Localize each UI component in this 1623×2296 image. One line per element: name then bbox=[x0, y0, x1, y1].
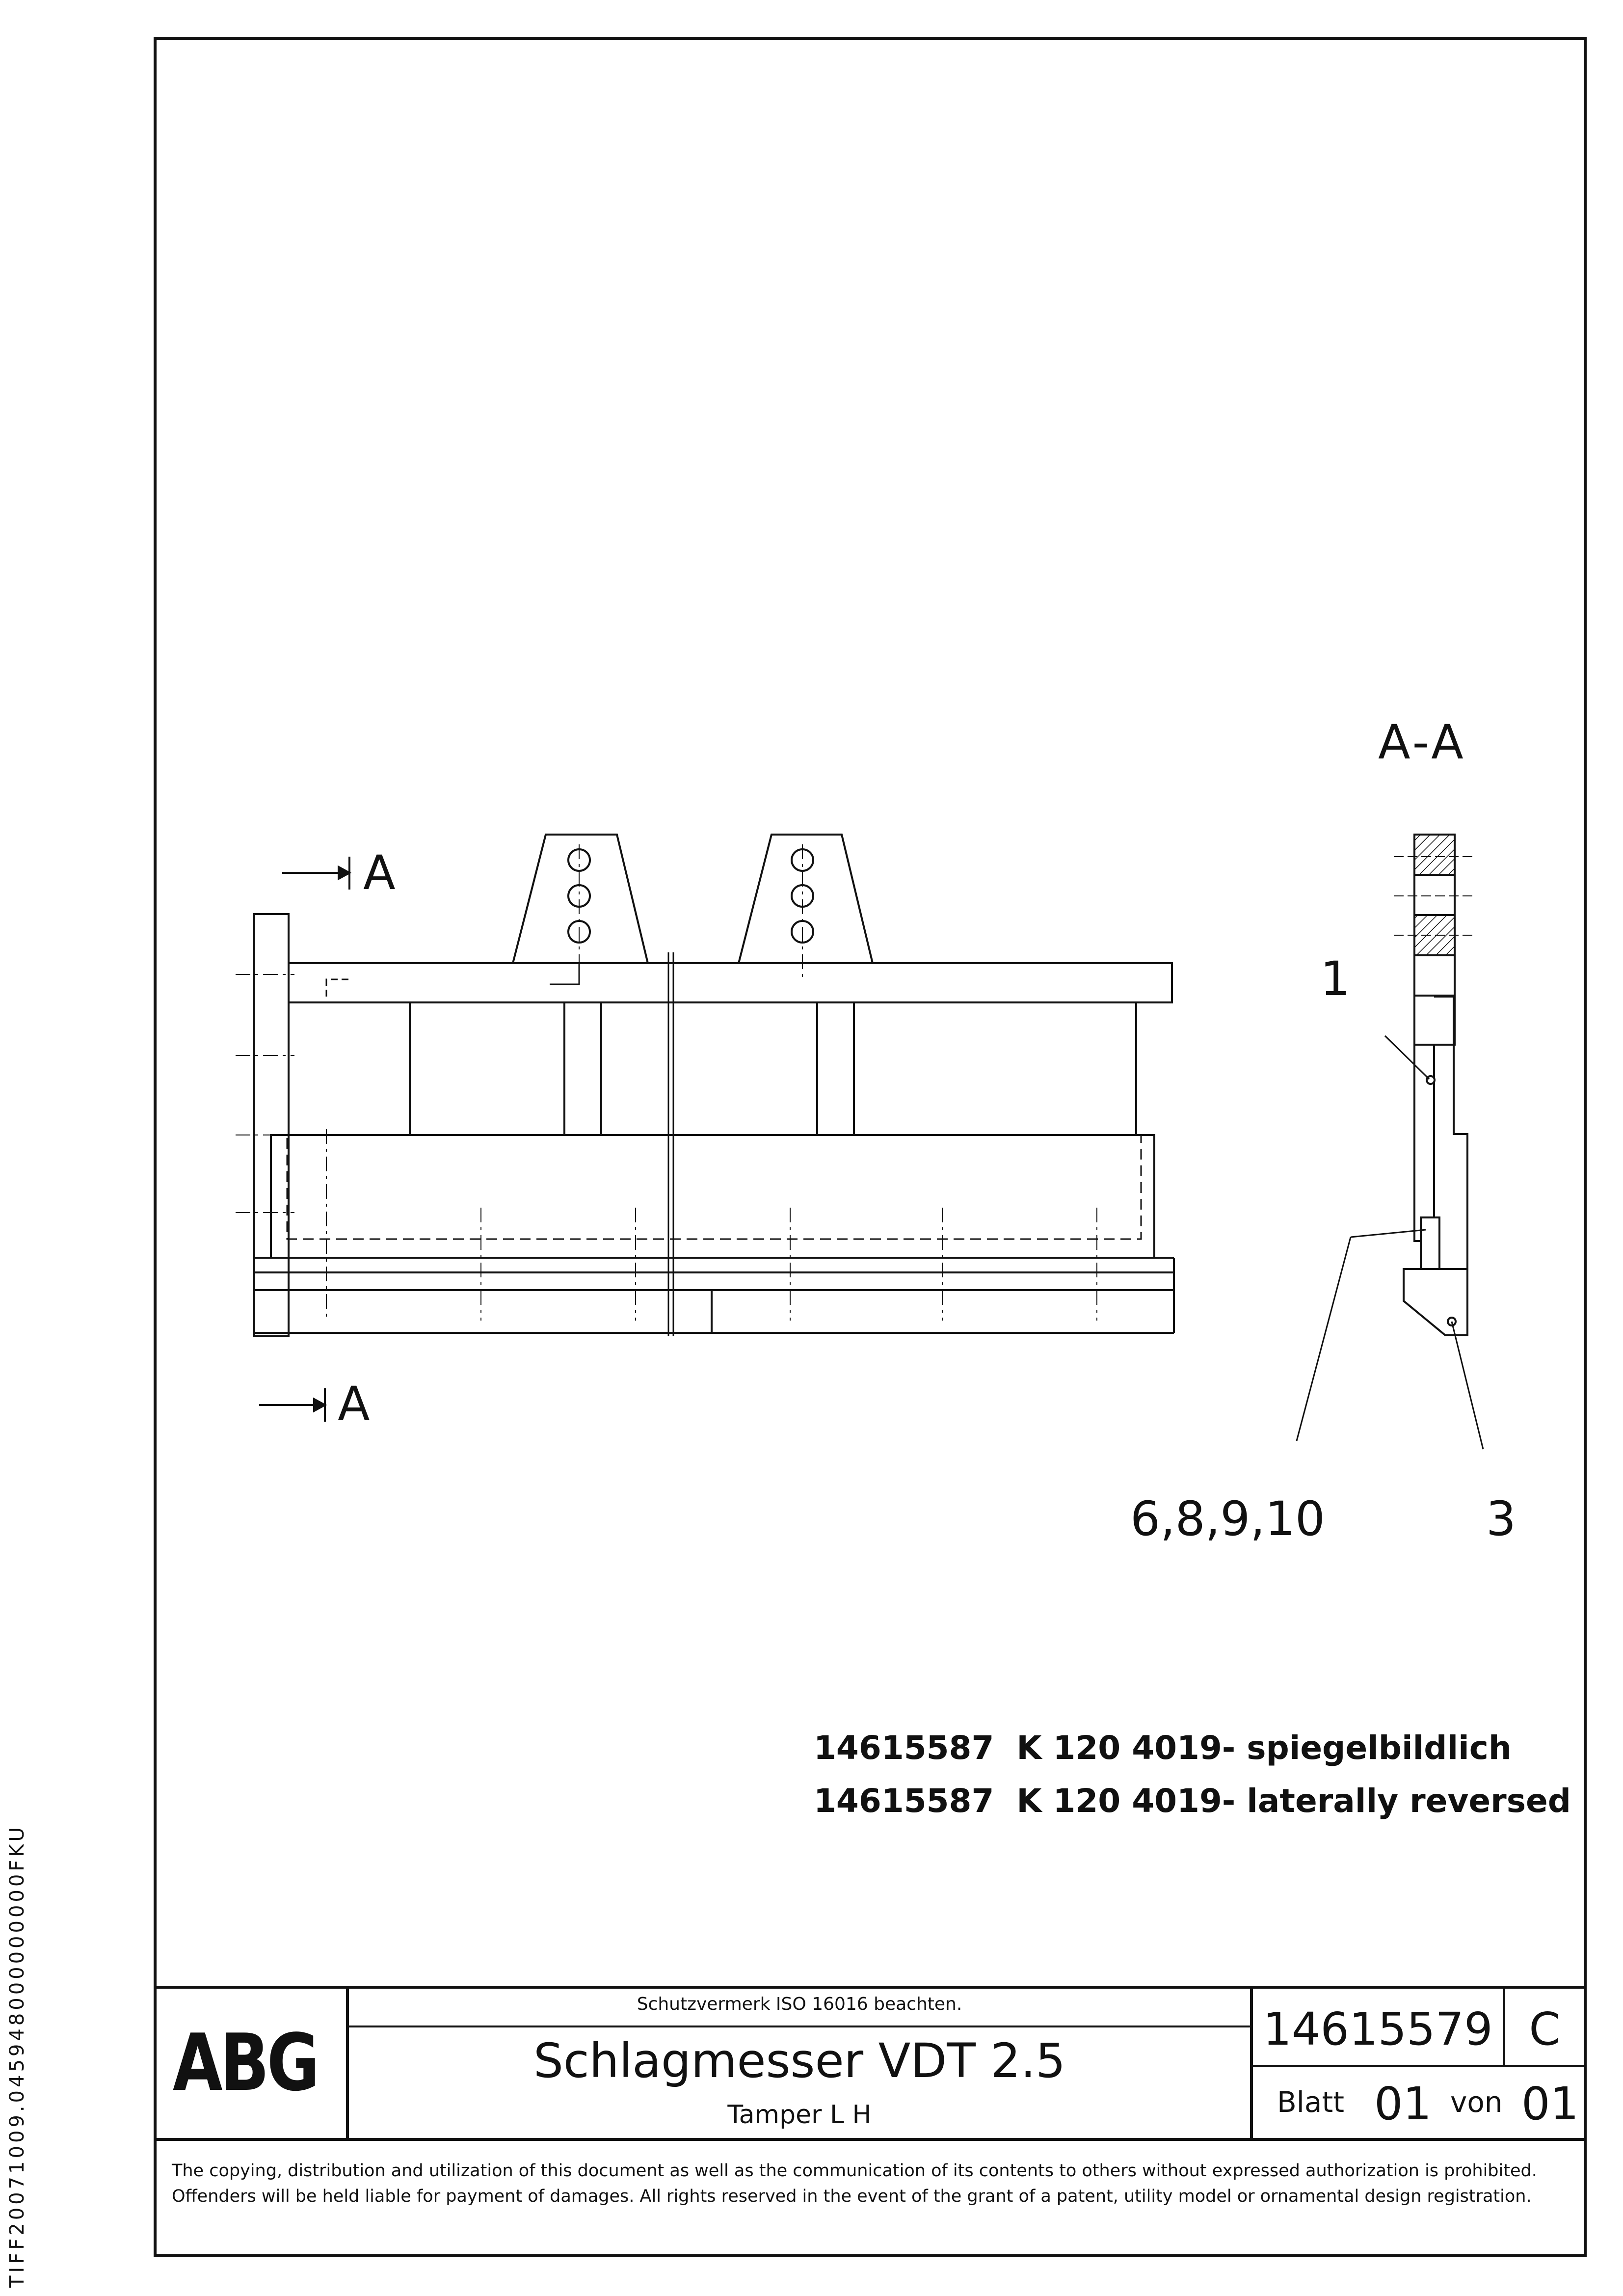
drawing-number: 14615579 bbox=[1263, 2003, 1493, 2055]
company-logo: ABG bbox=[173, 2017, 318, 2108]
side-code: TIFF20071009.045948000000000FKU bbox=[6, 1824, 28, 2288]
revision: C bbox=[1529, 2003, 1561, 2055]
note-english: 14615587 K 120 4019- laterally reversed bbox=[814, 1782, 1571, 1820]
sheet-number: 01 bbox=[1374, 2078, 1432, 2130]
section-label: A-A bbox=[1378, 715, 1466, 770]
callout-6-8-9-10: 6,8,9,10 bbox=[1130, 1491, 1325, 1546]
front-view bbox=[236, 835, 1174, 1336]
callout-1: 1 bbox=[1320, 951, 1351, 1006]
sheet-total: 01 bbox=[1521, 2078, 1579, 2130]
drawing-subtitle: Tamper L H bbox=[727, 2100, 872, 2130]
copyright-notice: The copying, distribution and utilization of this document as well as the communication of its contents to others without expressed authorization is prohibited. Offenders will be held liable for payment of damages. All rights reserved in the event of the grant of a patent, utility model or ornamental design registration. bbox=[172, 2161, 1537, 2206]
note-german: 14615587 K 120 4019- spiegelbildlich bbox=[814, 1729, 1512, 1767]
drawing-title: Schlagmesser VDT 2.5 bbox=[533, 2033, 1066, 2088]
drawing-frame bbox=[155, 38, 1585, 2256]
callout-3: 3 bbox=[1486, 1491, 1517, 1546]
of-label: von bbox=[1450, 2085, 1503, 2119]
sheet-label: Blatt bbox=[1277, 2085, 1344, 2119]
section-marker-bottom: A bbox=[338, 1377, 370, 1432]
section-marker-top: A bbox=[363, 845, 396, 900]
protection-note: Schutzvermerk ISO 16016 beachten. bbox=[637, 1994, 962, 2014]
section-view-a-a bbox=[1394, 835, 1472, 1335]
leader-lines bbox=[1297, 1036, 1483, 1449]
